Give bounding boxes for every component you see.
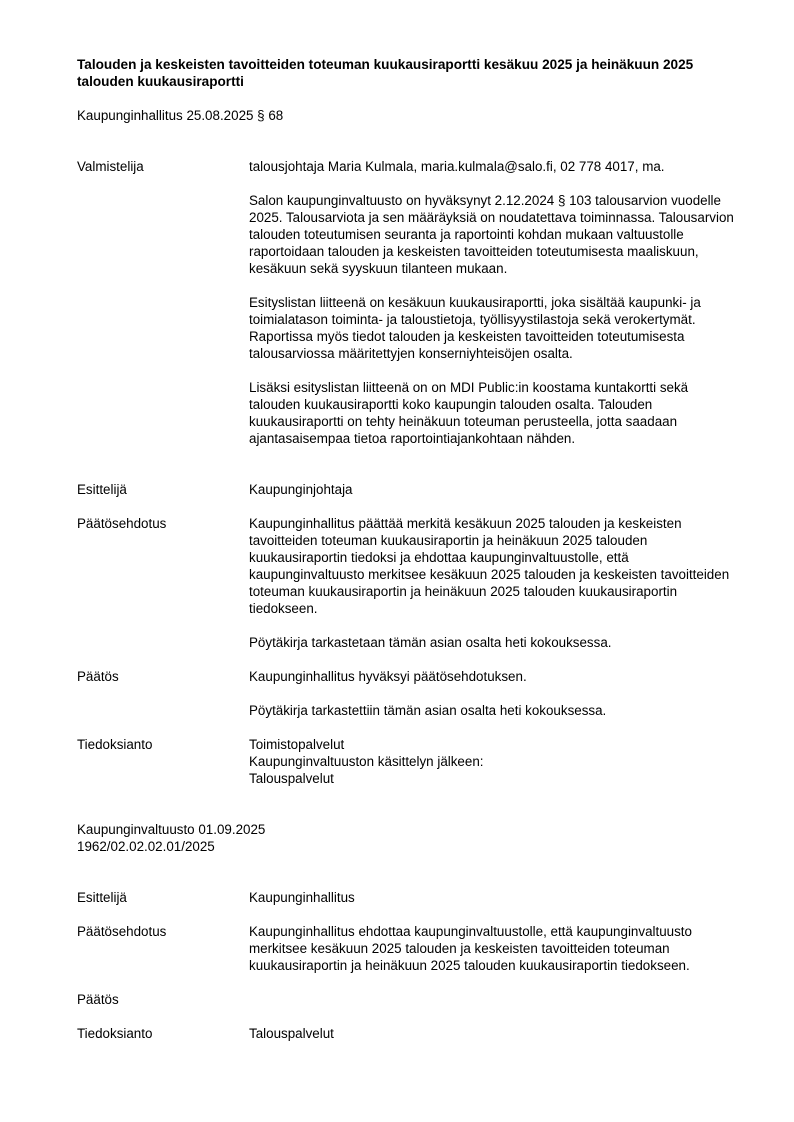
tiedoksianto-row bbox=[77, 1025, 747, 1042]
spacer bbox=[77, 447, 747, 481]
spacer bbox=[77, 1008, 747, 1025]
paatos-label: Päätös bbox=[77, 992, 119, 1007]
tiedoksianto-line: Talouspalvelut bbox=[249, 771, 334, 786]
esittelija-row bbox=[77, 889, 747, 906]
spacer bbox=[77, 651, 747, 668]
paatos-note: Pöytäkirja tarkastettiin tämän asian osalta heti kokouksessa. bbox=[249, 703, 607, 718]
tiedoksianto-line: Kaupunginvaltuuston käsittelyn jälkeen: bbox=[249, 754, 484, 769]
esittelija-label: Esittelijä bbox=[77, 482, 127, 497]
meeting-header: Kaupunginvaltuusto 01.09.2025 bbox=[77, 822, 266, 837]
tiedoksianto-value: Talouspalvelut bbox=[249, 1026, 334, 1041]
document-title: Talouden ja keskeisten tavoitteiden toteuman kuukausiraportti kesäkuu 2025 ja heinäkuun 2025 talouden kuukausiraportti bbox=[77, 57, 694, 89]
paatos-label: Päätös bbox=[77, 669, 119, 684]
esittelija-label: Esittelijä bbox=[77, 890, 127, 905]
paatosehdotus-value: Kaupunginhallitus päättää merkitä kesäkuun 2025 talouden ja keskeisten tavoitteiden toteuman kuukausiraportin ja heinäkuun 2025 talouden kuukausiraportin tiedoksi ja ehdottaa kaupunginvaltuustolle, että kaupunginvaltuusto merkitsee kesäkuun 2025 talouden ja keskeisten tavoitteiden toteuman kuukausiraportin ja heinäkuun 2025 talouden kuukausiraportin tiedokseen. bbox=[249, 516, 730, 616]
paatosehdotus-label: Päätösehdotus bbox=[77, 516, 167, 531]
spacer bbox=[77, 906, 747, 923]
spacer bbox=[249, 277, 735, 294]
tiedoksianto-content bbox=[249, 736, 735, 787]
paatosehdotus-note: Pöytäkirja tarkastetaan tämän asian osalta heti kokouksessa. bbox=[249, 635, 612, 650]
paatos-content bbox=[249, 668, 735, 719]
paatosehdotus-value: Kaupunginhallitus ehdottaa kaupunginvaltuustolle, että kaupunginvaltuusto merkitsee kesäkuun 2025 talouden ja keskeisten tavoitteiden toteuman kuukausiraportin ja heinäkuun 2025 talouden kuukausiraportin tiedokseen. bbox=[249, 924, 692, 973]
valmistelija-label: Valmistelija bbox=[77, 159, 144, 174]
paatos-row bbox=[77, 668, 747, 719]
document-page bbox=[77, 56, 747, 1042]
spacer bbox=[77, 974, 747, 991]
meeting-header: Kaupunginhallitus 25.08.2025 § 68 bbox=[77, 108, 284, 123]
paatosehdotus-row bbox=[77, 923, 747, 974]
spacer bbox=[77, 498, 747, 515]
paatosehdotus-label: Päätösehdotus bbox=[77, 924, 167, 939]
spacer bbox=[249, 685, 735, 702]
esittelija-value: Kaupunginhallitus bbox=[249, 890, 355, 905]
spacer bbox=[77, 855, 747, 889]
paatosehdotus-content bbox=[249, 515, 735, 651]
paatos-row bbox=[77, 991, 747, 1008]
tiedoksianto-line: Toimistopalvelut bbox=[249, 737, 345, 752]
spacer bbox=[77, 787, 747, 821]
tiedoksianto-label: Tiedoksianto bbox=[77, 737, 153, 752]
body-paragraph: Salon kaupunginvaltuusto on hyväksynyt 2.12.2024 § 103 talousarvion vuodelle 2025. Talousarviota ja sen määräyksiä on noudatettava toiminnassa. Talousarvion talouden toteutumisen seuranta ja raportointi kohdan mukaan valtuustolle raportoidaan talouden ja keskeisten tavoitteiden toteutumisesta maaliskuun, kesäkuun sekä syyskuun tilanteen mukaan. bbox=[249, 193, 734, 276]
case-reference: 1962/02.02.02.01/2025 bbox=[77, 839, 215, 854]
spacer bbox=[249, 617, 735, 634]
esittelija-value: Kaupunginjohtaja bbox=[249, 482, 353, 497]
paatos-value bbox=[249, 991, 735, 1008]
tiedoksianto-row bbox=[77, 736, 747, 787]
esittelija-row bbox=[77, 481, 747, 498]
paatos-value: Kaupunginhallitus hyväksyi päätösehdotuksen. bbox=[249, 669, 527, 684]
spacer bbox=[77, 719, 747, 736]
spacer bbox=[77, 124, 747, 158]
body-paragraph: Lisäksi esityslistan liitteenä on on MDI Public:in koostama kuntakortti sekä talouden kuukausiraportti koko kaupungin talouden osalta. Talouden kuukausiraportti on tehty heinäkuun toteuman perusteella, jotta saadaan ajantasaisempaa tietoa raportointiajankohtaan nähden. bbox=[249, 380, 689, 446]
valmistelija-row bbox=[77, 158, 747, 447]
spacer bbox=[77, 90, 747, 107]
spacer bbox=[249, 175, 735, 192]
valmistelija-value: talousjohtaja Maria Kulmala, maria.kulmala@salo.fi, 02 778 4017, ma. bbox=[249, 159, 665, 174]
paatosehdotus-row bbox=[77, 515, 747, 651]
spacer bbox=[249, 362, 735, 379]
tiedoksianto-label: Tiedoksianto bbox=[77, 1026, 153, 1041]
valmistelija-content bbox=[249, 158, 735, 447]
body-paragraph: Esityslistan liitteenä on kesäkuun kuukausiraportti, joka sisältää kaupunki- ja toimialatason toiminta- ja taloustietoja, työllisyystilastoja sekä verokertymät. Raportissa myös tiedot talouden ja keskeisten tavoitteiden toteutumisesta talousarviossa määritettyjen konserniyhteisöjen osalta. bbox=[249, 295, 701, 361]
